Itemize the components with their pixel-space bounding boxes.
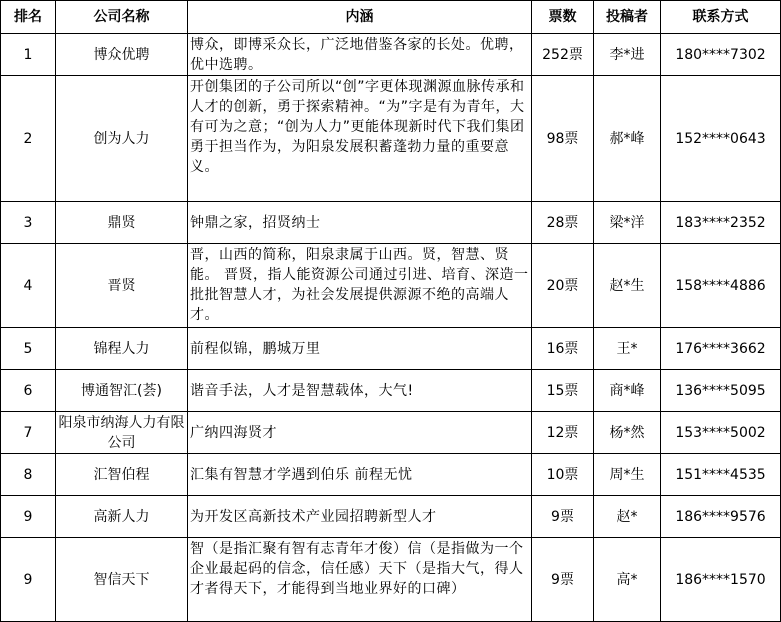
submitter-cell: 赵* [594,496,661,538]
company-cell: 锦程人力 [56,328,188,370]
header-company: 公司名称 [56,1,188,34]
submitter-cell: 王* [594,328,661,370]
votes-cell: 10票 [532,454,594,496]
votes-cell: 16票 [532,328,594,370]
table-row [1,496,781,538]
company-cell: 鼎贤 [56,202,188,244]
rank-cell: 9 [1,538,56,622]
rank-cell: 1 [1,34,56,76]
company-cell: 博通智汇(荟) [56,370,188,412]
meaning-cell: 智（是指汇聚有智有志青年才俊）信（是指做为一个企业最起码的信念，信任感）天下（是指大气，得人才者得天下，才能得到当地业界好的口碑） [188,538,532,622]
rank-cell: 8 [1,454,56,496]
contact-cell: 183****2352 [661,202,781,244]
votes-cell: 9票 [532,496,594,538]
meaning-cell: 开创集团的子公司所以“创”字更体现渊源血脉传承和人才的创新，勇于探索精神。“为”字是有为青年，大有可为之意；“创为人力”更能体现新时代下我们集团勇于担当作为，为阳泉发展积蓄蓬勃力量的重要意义。 [188,76,532,202]
contact-cell: 152****0643 [661,76,781,202]
company-cell: 汇智伯程 [56,454,188,496]
table-row [1,412,781,454]
meaning-cell: 谐音手法，人才是智慧载体，大气! [188,370,532,412]
contact-cell: 180****7302 [661,34,781,76]
submitter-cell: 杨*然 [594,412,661,454]
contact-cell: 136****5095 [661,370,781,412]
rank-cell: 7 [1,412,56,454]
submitter-cell: 李*进 [594,34,661,76]
rank-cell: 6 [1,370,56,412]
meaning-cell: 前程似锦，鹏城万里 [188,328,532,370]
submitter-cell: 赵*生 [594,244,661,328]
table-row [1,202,781,244]
company-cell: 智信天下 [56,538,188,622]
rank-cell: 9 [1,496,56,538]
contact-cell: 158****4886 [661,244,781,328]
header-votes: 票数 [532,1,594,34]
votes-cell: 15票 [532,370,594,412]
meaning-cell: 为开发区高新技术产业园招聘新型人才 [188,496,532,538]
header-meaning: 内涵 [188,1,532,34]
table-row [1,328,781,370]
votes-cell: 98票 [532,76,594,202]
votes-cell: 28票 [532,202,594,244]
submitter-cell: 郝*峰 [594,76,661,202]
submitter-cell: 商*峰 [594,370,661,412]
contact-cell: 186****1570 [661,538,781,622]
contact-cell: 153****5002 [661,412,781,454]
meaning-cell: 钟鼎之家，招贤纳士 [188,202,532,244]
contact-cell: 151****4535 [661,454,781,496]
contact-cell: 186****9576 [661,496,781,538]
table-row [1,76,781,202]
company-cell: 博众优聘 [56,34,188,76]
company-cell: 晋贤 [56,244,188,328]
table-row [1,244,781,328]
meaning-cell: 汇集有智慧才学遇到伯乐 前程无忧 [188,454,532,496]
header-rank: 排名 [1,1,56,34]
submitter-cell: 高* [594,538,661,622]
votes-cell: 9票 [532,538,594,622]
table-row [1,370,781,412]
company-cell: 高新人力 [56,496,188,538]
meaning-cell: 晋，山西的简称，阳泉隶属于山西。贤，智慧、贤能。 晋贤，指人能资源公司通过引进、培育、深造一批批智慧人才，为社会发展提供源源不绝的高端人才。 [188,244,532,328]
votes-cell: 252票 [532,34,594,76]
header-submitter: 投稿者 [594,1,661,34]
votes-cell: 20票 [532,244,594,328]
rank-cell: 5 [1,328,56,370]
contact-cell: 176****3662 [661,328,781,370]
table-row [1,34,781,76]
company-cell: 创为人力 [56,76,188,202]
company-cell: 阳泉市纳海人力有限公司 [56,412,188,454]
table-row [1,538,781,622]
submitter-cell: 梁*洋 [594,202,661,244]
rank-cell: 4 [1,244,56,328]
table-row [1,454,781,496]
rank-cell: 2 [1,76,56,202]
votes-cell: 12票 [532,412,594,454]
rank-cell: 3 [1,202,56,244]
header-contact: 联系方式 [661,1,781,34]
meaning-cell: 博众，即博采众长，广泛地借鉴各家的长处。优聘，优中选聘。 [188,34,532,76]
meaning-cell: 广纳四海贤才 [188,412,532,454]
submitter-cell: 周*生 [594,454,661,496]
header-row [1,1,781,34]
